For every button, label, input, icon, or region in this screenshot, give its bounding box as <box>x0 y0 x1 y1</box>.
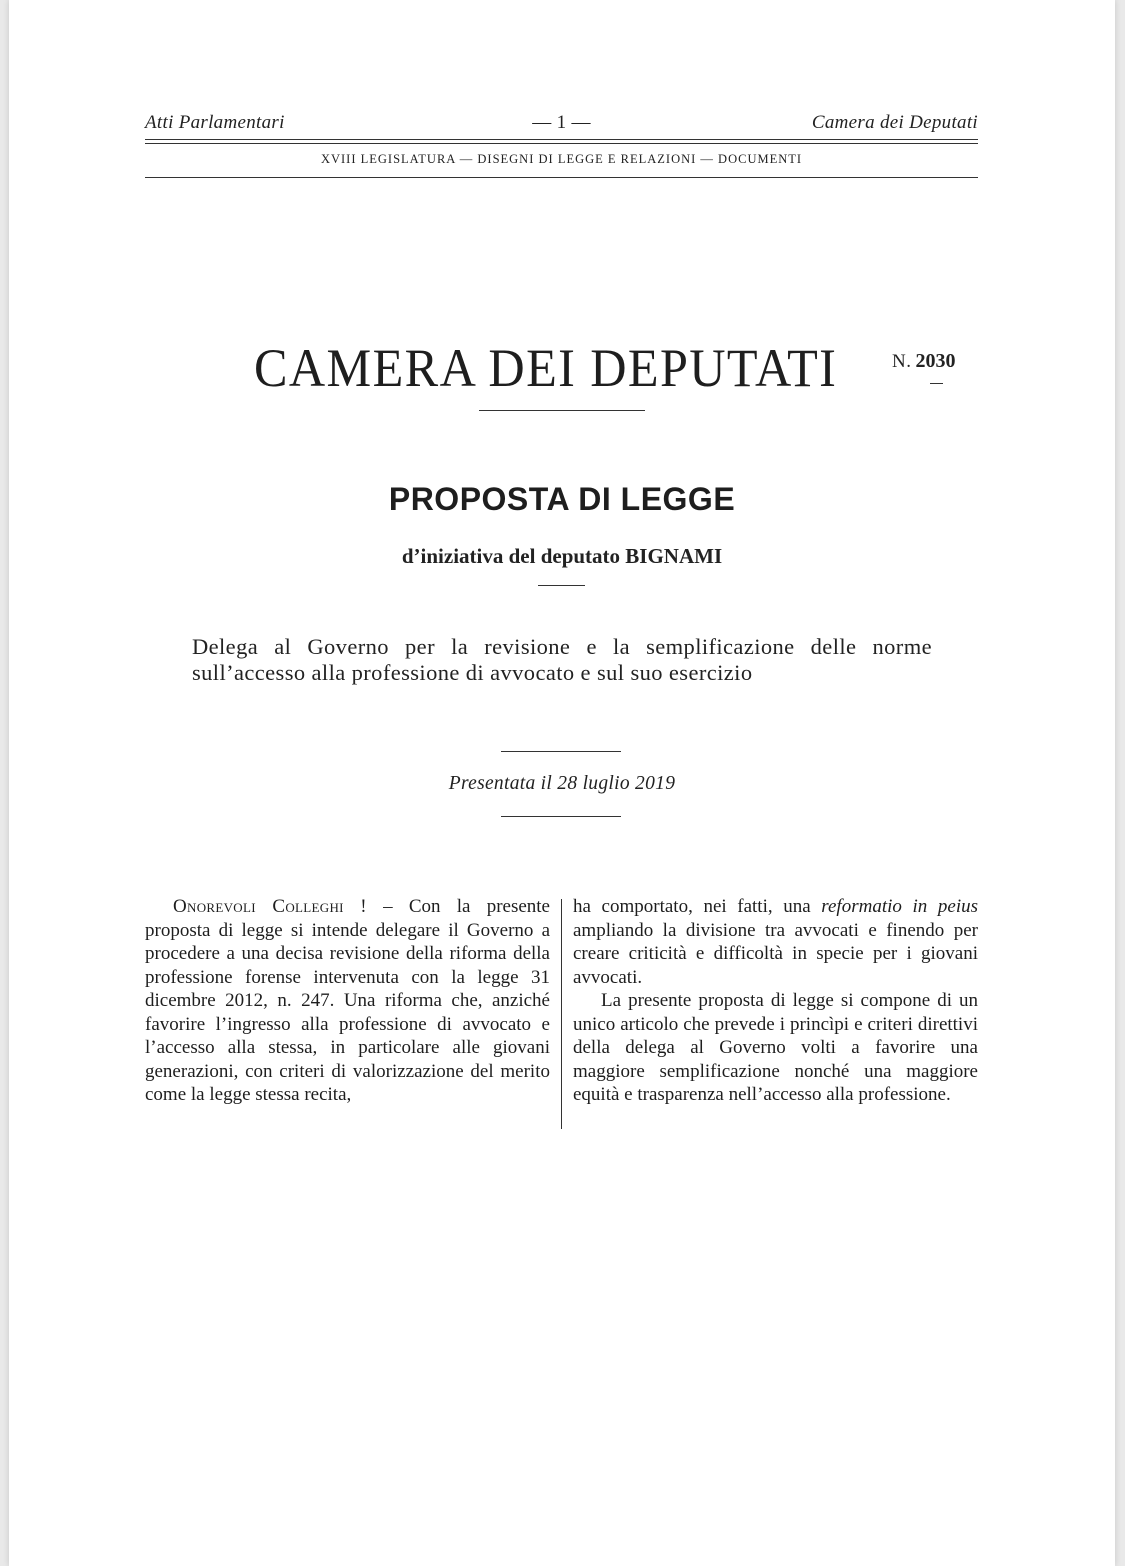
running-header <box>145 112 978 136</box>
chamber-title: CAMERA DEI DEPUTATI <box>254 338 838 398</box>
latin-phrase: reformatio in peius <box>821 896 978 917</box>
bill-number-value: 2030 <box>915 350 956 372</box>
body-column-left <box>145 895 550 1107</box>
presented-top-rule <box>501 751 621 752</box>
presented-bottom-rule <box>501 816 621 817</box>
header-right-label: Camera dei Deputati <box>811 112 978 133</box>
header-double-rule <box>145 139 978 144</box>
body-text-right-end: ampliando la divisione tra avvocati e finendo per creare criticità e difficoltà in specie per i giovani avvocati. <box>573 919 978 988</box>
body-paragraph <box>573 895 978 989</box>
bill-number <box>892 350 955 373</box>
body-paragraph <box>145 895 550 1107</box>
bill-number-prefix: N. <box>892 351 912 372</box>
body-text-left: – Con la presente proposta di legge si intende delegare il Governo a procedere a una decisa revisione della riforma della professione forense intervenuta con la legge 31 dicembre 2012, n. 247. Una riforma che, anziché favorire l’ingresso alla professione di avvocato e l’accesso alla stessa, in particolare alle giovani generazioni, con criteri di valorizzazione del merito come la legge stessa recita, <box>145 896 550 1105</box>
bill-title: Delega al Governo per la revisione e la semplificazione delle norme sull’accesso alla professione di avvocato e sul suo esercizio <box>192 634 932 685</box>
document-page <box>9 0 1115 1566</box>
initiative-rule <box>538 585 585 586</box>
page-number: — 1 — <box>532 112 591 133</box>
header-rule <box>145 177 978 178</box>
body-column-right <box>573 895 978 1107</box>
presented-date: Presentata il 28 luglio 2019 <box>448 773 676 794</box>
document-type: PROPOSTA DI LEGGE <box>388 481 736 517</box>
body-paragraph-2: La presente proposta di legge si compone di un unico articolo che prevede i princìpi e criteri direttivi della delega al Governo volti a favorire una maggiore semplificazione nonché una maggiore equità e trasparenza nell’accesso alla professione. <box>573 990 978 1105</box>
chamber-title-rule <box>479 410 645 411</box>
header-left-label: Atti Parlamentari <box>145 112 285 133</box>
initiative-line: d’iniziativa del deputato BIGNAMI <box>401 544 723 568</box>
column-divider <box>561 899 562 1129</box>
body-text-right-start: ha comportato, nei fatti, una <box>573 896 822 917</box>
legislature-line: XVIII LEGISLATURA — DISEGNI DI LEGGE E RELAZIONI — DOCUMENTI <box>320 152 803 166</box>
salutation: Onorevoli Colleghi ! <box>173 896 367 917</box>
bill-number-dash <box>930 383 943 384</box>
